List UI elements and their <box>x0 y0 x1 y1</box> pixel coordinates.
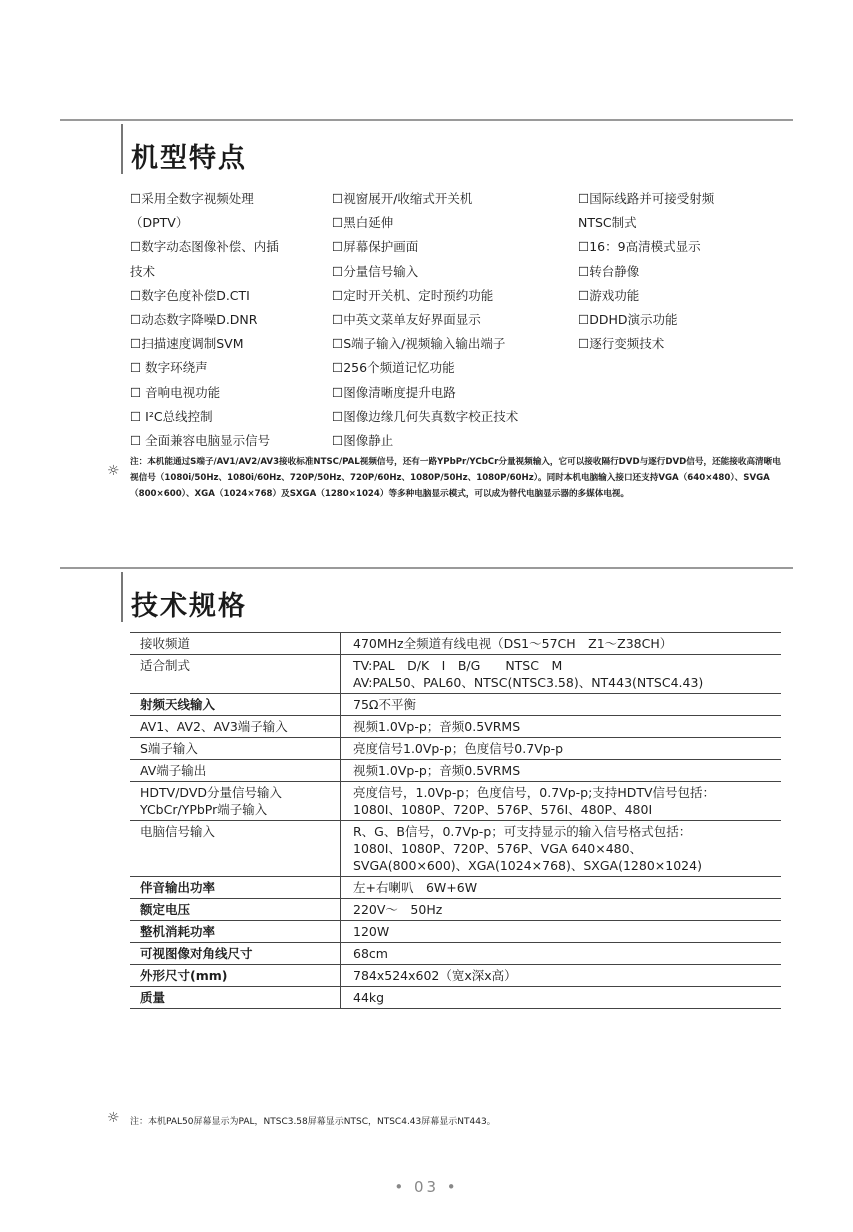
feature-item: ☐16：9高清模式显示 <box>578 239 701 255</box>
spec-label: 电脑信号输入 <box>130 821 341 877</box>
feature-item: ☐采用全数字视频处理 <box>130 191 254 206</box>
spec-row <box>130 760 781 782</box>
specs-table <box>130 632 781 1009</box>
feature-item: ☐中英文菜单友好界面显示 <box>332 312 481 328</box>
spec-value: 视频1.0Vp-p；音频0.5VRMS <box>341 760 782 782</box>
spec-value: 亮度信号，1.0Vp-p；色度信号，0.7Vp-p;支持HDTV信号包括： 1080I、1080P、720P、576P、576I、480P、480I <box>341 782 782 821</box>
top-divider <box>60 119 793 121</box>
spec-row <box>130 965 781 987</box>
spec-label: 接收频道 <box>130 633 341 655</box>
feature-item: ☐动态数字降噪D.DNR <box>130 312 258 328</box>
spec-label: 适合制式 <box>130 655 341 694</box>
spec-value: 亮度信号1.0Vp-p；色度信号0.7Vp-p <box>341 738 782 760</box>
spec-value: 左+右喇叭 6W+6W <box>341 877 782 899</box>
spec-row <box>130 694 781 716</box>
spec-label: 整机消耗功率 <box>130 921 341 943</box>
spec-value: 视频1.0Vp-p；音频0.5VRMS <box>341 716 782 738</box>
spec-label: AV端子输出 <box>130 760 341 782</box>
feature-item: NTSC制式 <box>578 215 637 231</box>
spec-row <box>130 899 781 921</box>
feature-item: ☐ 全面兼容电脑显示信号 <box>130 433 271 449</box>
features-column-3 <box>578 187 714 356</box>
feature-item: 技术 <box>130 263 156 279</box>
feature-item: ☐黑白延伸 <box>332 215 394 231</box>
lightbulb-icon: ☼ <box>107 1110 120 1126</box>
page-number: • 03 • <box>394 1178 459 1196</box>
spec-row <box>130 943 781 965</box>
feature-item: ☐ 数字环绕声 <box>130 360 208 376</box>
spec-row <box>130 738 781 760</box>
spec-label: HDTV/DVD分量信号输入 YCbCr/YPbPr端子输入 <box>130 782 341 821</box>
spec-value: 220V～ 50Hz <box>341 899 782 921</box>
feature-item: ☐分量信号输入 <box>332 263 419 279</box>
spec-row <box>130 877 781 899</box>
spec-value: 68cm <box>341 943 782 965</box>
features-column-2 <box>332 187 518 453</box>
features-title: 机型特点 <box>131 143 247 174</box>
spec-value: 44kg <box>341 987 782 1009</box>
feature-item: ☐256个频道记忆功能 <box>332 360 455 376</box>
spec-label: AV1、AV2、AV3端子输入 <box>130 716 341 738</box>
spec-row <box>130 633 781 655</box>
spec-value: 120W <box>341 921 782 943</box>
feature-item: ☐图像边缘几何失真数字校正技术 <box>332 408 519 424</box>
feature-item: ☐图像静止 <box>332 433 394 449</box>
feature-item: ☐游戏功能 <box>578 287 640 303</box>
feature-item: ☐国际线路并可接受射频 <box>578 191 715 206</box>
spec-row <box>130 716 781 738</box>
specs-note: 注：本机PAL50屏幕显示为PAL，NTSC3.58屏幕显示NTSC，NTSC4.43屏幕显示NT443。 <box>130 1117 496 1127</box>
spec-label: 射频天线输入 <box>130 694 341 716</box>
spec-label: 可视图像对角线尺寸 <box>130 943 341 965</box>
spec-value: 470MHz全频道有线电视（DS1～57CH Z1～Z38CH） <box>341 633 782 655</box>
feature-item: ☐转台静像 <box>578 263 640 279</box>
spec-label: 伴音输出功率 <box>130 877 341 899</box>
lightbulb-icon: ☼ <box>107 463 120 479</box>
features-column-1 <box>130 187 279 453</box>
spec-row <box>130 921 781 943</box>
feature-item: ☐ I²C总线控制 <box>130 408 213 424</box>
feature-item: ☐定时开关机、定时预约功能 <box>332 287 494 303</box>
section-title-bar-2 <box>121 572 123 622</box>
feature-item: ☐逐行变频技术 <box>578 336 665 352</box>
feature-item: ☐S端子输入/视频输入输出端子 <box>332 336 506 352</box>
spec-row <box>130 782 781 821</box>
specs-title: 技术规格 <box>131 591 247 622</box>
section-title-bar <box>121 124 123 174</box>
spec-row <box>130 987 781 1009</box>
feature-item: ☐图像清晰度提升电路 <box>332 384 456 400</box>
spec-value: TV:PAL D/K I B/G NTSC M AV:PAL50、PAL60、NTSC(NTSC3.58)、NT443(NTSC4.43) <box>341 655 782 694</box>
feature-item: ☐数字色度补偿D.CTI <box>130 287 250 303</box>
spec-label: S端子输入 <box>130 738 341 760</box>
spec-value: R、G、B信号，0.7Vp-p；可支持显示的输入信号格式包括： 1080I、1080P、720P、576P、VGA 640×480、 SVGA(800×600)、XGA(1024×768)、SXGA(1280×1024) <box>341 821 782 877</box>
spec-row <box>130 655 781 694</box>
feature-item: ☐DDHD演示功能 <box>578 312 678 328</box>
feature-item: ☐视窗展开/收缩式开关机 <box>332 191 473 206</box>
feature-item: ☐ 音响电视功能 <box>130 384 221 400</box>
spec-value: 75Ω不平衡 <box>341 694 782 716</box>
spec-value: 784x524x602（宽x深x高） <box>341 965 782 987</box>
feature-item: ☐屏幕保护画面 <box>332 239 419 255</box>
spec-label: 外形尺寸(mm) <box>130 965 341 987</box>
spec-label: 额定电压 <box>130 899 341 921</box>
features-note: 注：本机能通过S端子/AV1/AV2/AV3接收标准NTSC/PAL视频信号，还有一路YPbPr/YCbCr分量视频输入，它可以接收隔行DVD与逐行DVD信号，还能接收高清晰电视信号（1080i/50Hz、1080i/60Hz、720P/50Hz、720P/60Hz、1080P/50Hz、1080P/60Hz）。同时本机电脑输入接口还支持VGA（640×480）、SVGA（800×600）、XGA（1024×768）及SXGA（1280×1024）等多种电脑显示模式，可以成为替代电脑显示器的多媒体电视。 <box>130 457 781 499</box>
feature-item: （DPTV） <box>130 215 189 231</box>
middle-divider <box>60 567 793 569</box>
spec-label: 质量 <box>130 987 341 1009</box>
feature-item: ☐数字动态图像补偿、内插 <box>130 239 279 255</box>
feature-item: ☐扫描速度调制SVM <box>130 336 244 352</box>
spec-row <box>130 821 781 877</box>
